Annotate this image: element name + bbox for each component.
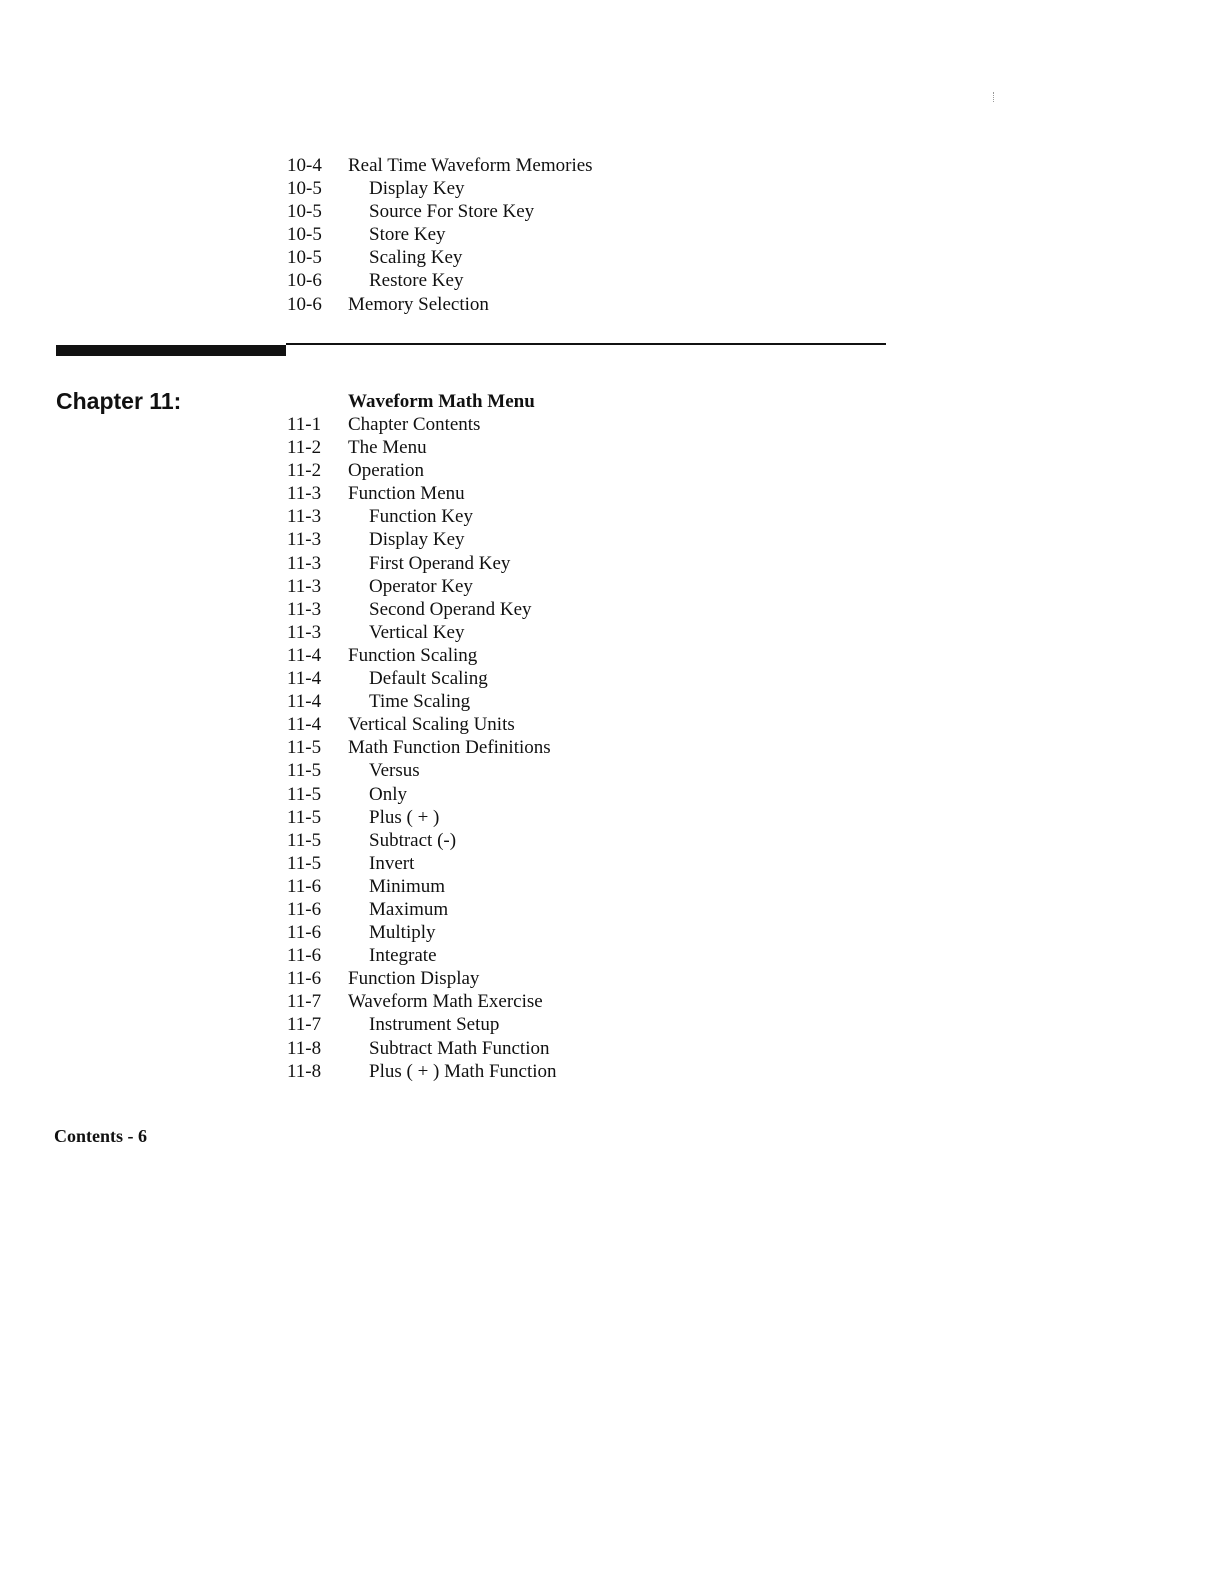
toc-page-number: 11-3: [287, 598, 322, 620]
toc-page-number: 11-5: [287, 737, 322, 759]
toc-entry-title: Subtract Math Function: [369, 1037, 550, 1059]
toc-entry-title: Time Scaling: [369, 691, 471, 713]
toc-entry-title: First Operand Key: [369, 552, 511, 574]
toc-entry-title: Versus: [369, 760, 420, 782]
toc-page-number: 10-6: [287, 270, 322, 292]
toc-entry-title: Chapter Contents: [348, 414, 481, 435]
toc-entry-title: Invert: [369, 852, 415, 874]
toc-page-number: 10-4: [287, 155, 322, 176]
toc-entry-title: Default Scaling: [369, 668, 488, 690]
toc-page-number: 11-6: [287, 922, 322, 944]
toc-entry-title: Second Operand Key: [369, 598, 532, 620]
toc-entry-title: Minimum: [369, 875, 446, 897]
toc-entry-title: Memory Selection: [348, 293, 489, 315]
toc-entry-title: Plus ( + ): [369, 806, 440, 828]
toc-entry-title: Math Function Definitions: [348, 737, 551, 759]
toc-page-number: 11-5: [287, 760, 322, 782]
chapter-divider-rule: [286, 343, 886, 345]
page-footer: Contents - 6: [54, 1126, 147, 1146]
chapter-heading: Waveform Math Menu: [348, 391, 535, 412]
toc-entry-title: Maximum: [369, 898, 449, 920]
toc-page-number: 11-3: [287, 483, 322, 505]
toc-page-number: 11-5: [287, 783, 322, 805]
toc-page-number: 11-3: [287, 575, 322, 597]
toc-page-number: 11-3: [287, 621, 322, 643]
toc-entry-title: Display Key: [369, 178, 465, 200]
toc-page-number: 11-8: [287, 1060, 322, 1082]
toc-entry-title: Subtract (-): [369, 829, 457, 851]
toc-page-number: 11-5: [287, 806, 322, 828]
toc-entry-title: Display Key: [369, 529, 465, 551]
toc-entry-title: Function Key: [369, 506, 473, 528]
toc-entry-title: Function Scaling: [348, 644, 478, 666]
chapter-label: Chapter 11:: [56, 388, 182, 414]
toc-entry-title: Real Time Waveform Memories: [348, 155, 593, 176]
toc-page-number: 11-1: [287, 414, 322, 435]
toc-page-number: 11-3: [287, 552, 322, 574]
toc-entry-title: Function Display: [348, 968, 480, 990]
toc-page-number: 11-3: [287, 506, 322, 528]
toc-page-number: 10-5: [287, 178, 322, 200]
toc-entry-title: Integrate: [369, 945, 437, 967]
toc-entry-title: Operator Key: [369, 575, 473, 597]
toc-page-number: 11-7: [287, 991, 322, 1013]
toc-page-number: 11-6: [287, 945, 322, 967]
toc-page-number: 11-3: [287, 529, 322, 551]
toc-page-number: 10-5: [287, 224, 322, 246]
toc-page-number: 11-4: [287, 668, 322, 690]
toc-entry-title: Function Menu: [348, 483, 465, 505]
toc-page-number: 11-4: [287, 644, 322, 666]
toc-entry-title: Source For Store Key: [369, 201, 535, 223]
toc-page-number: 11-4: [287, 691, 322, 713]
toc-page-number: 10-5: [287, 247, 322, 269]
toc-entry-title: The Menu: [348, 437, 427, 459]
toc-entry-title: Vertical Scaling Units: [348, 714, 515, 736]
toc-page-number: 11-5: [287, 852, 322, 874]
toc-page-number: 11-6: [287, 875, 322, 897]
toc-entry-title: Store Key: [369, 224, 446, 246]
toc-page-number: 11-2: [287, 437, 322, 459]
toc-entry-title: Multiply: [369, 922, 436, 944]
toc-page-number: 11-4: [287, 714, 322, 736]
toc-entry-title: Vertical Key: [369, 621, 465, 643]
toc-entry-title: Scaling Key: [369, 247, 463, 269]
toc-entry-title: Plus ( + ) Math Function: [369, 1060, 557, 1082]
scan-speck: [993, 92, 995, 102]
toc-page-number: 10-5: [287, 201, 322, 223]
toc-page-number: 11-5: [287, 829, 322, 851]
toc-page-number: 11-6: [287, 968, 322, 990]
toc-page-number: 11-6: [287, 898, 322, 920]
toc-entry-title: Restore Key: [369, 270, 464, 292]
toc-entry-title: Waveform Math Exercise: [348, 991, 543, 1013]
chapter-divider-thick-bar: [56, 345, 286, 356]
toc-page-number: 11-2: [287, 460, 322, 482]
toc-page-number: 11-8: [287, 1037, 322, 1059]
toc-entry-title: Operation: [348, 460, 424, 482]
toc-entry-title: Only: [369, 783, 407, 805]
toc-entry-title: Instrument Setup: [369, 1014, 500, 1036]
toc-page-number: 11-7: [287, 1014, 322, 1036]
toc-page-number: 10-6: [287, 293, 322, 315]
